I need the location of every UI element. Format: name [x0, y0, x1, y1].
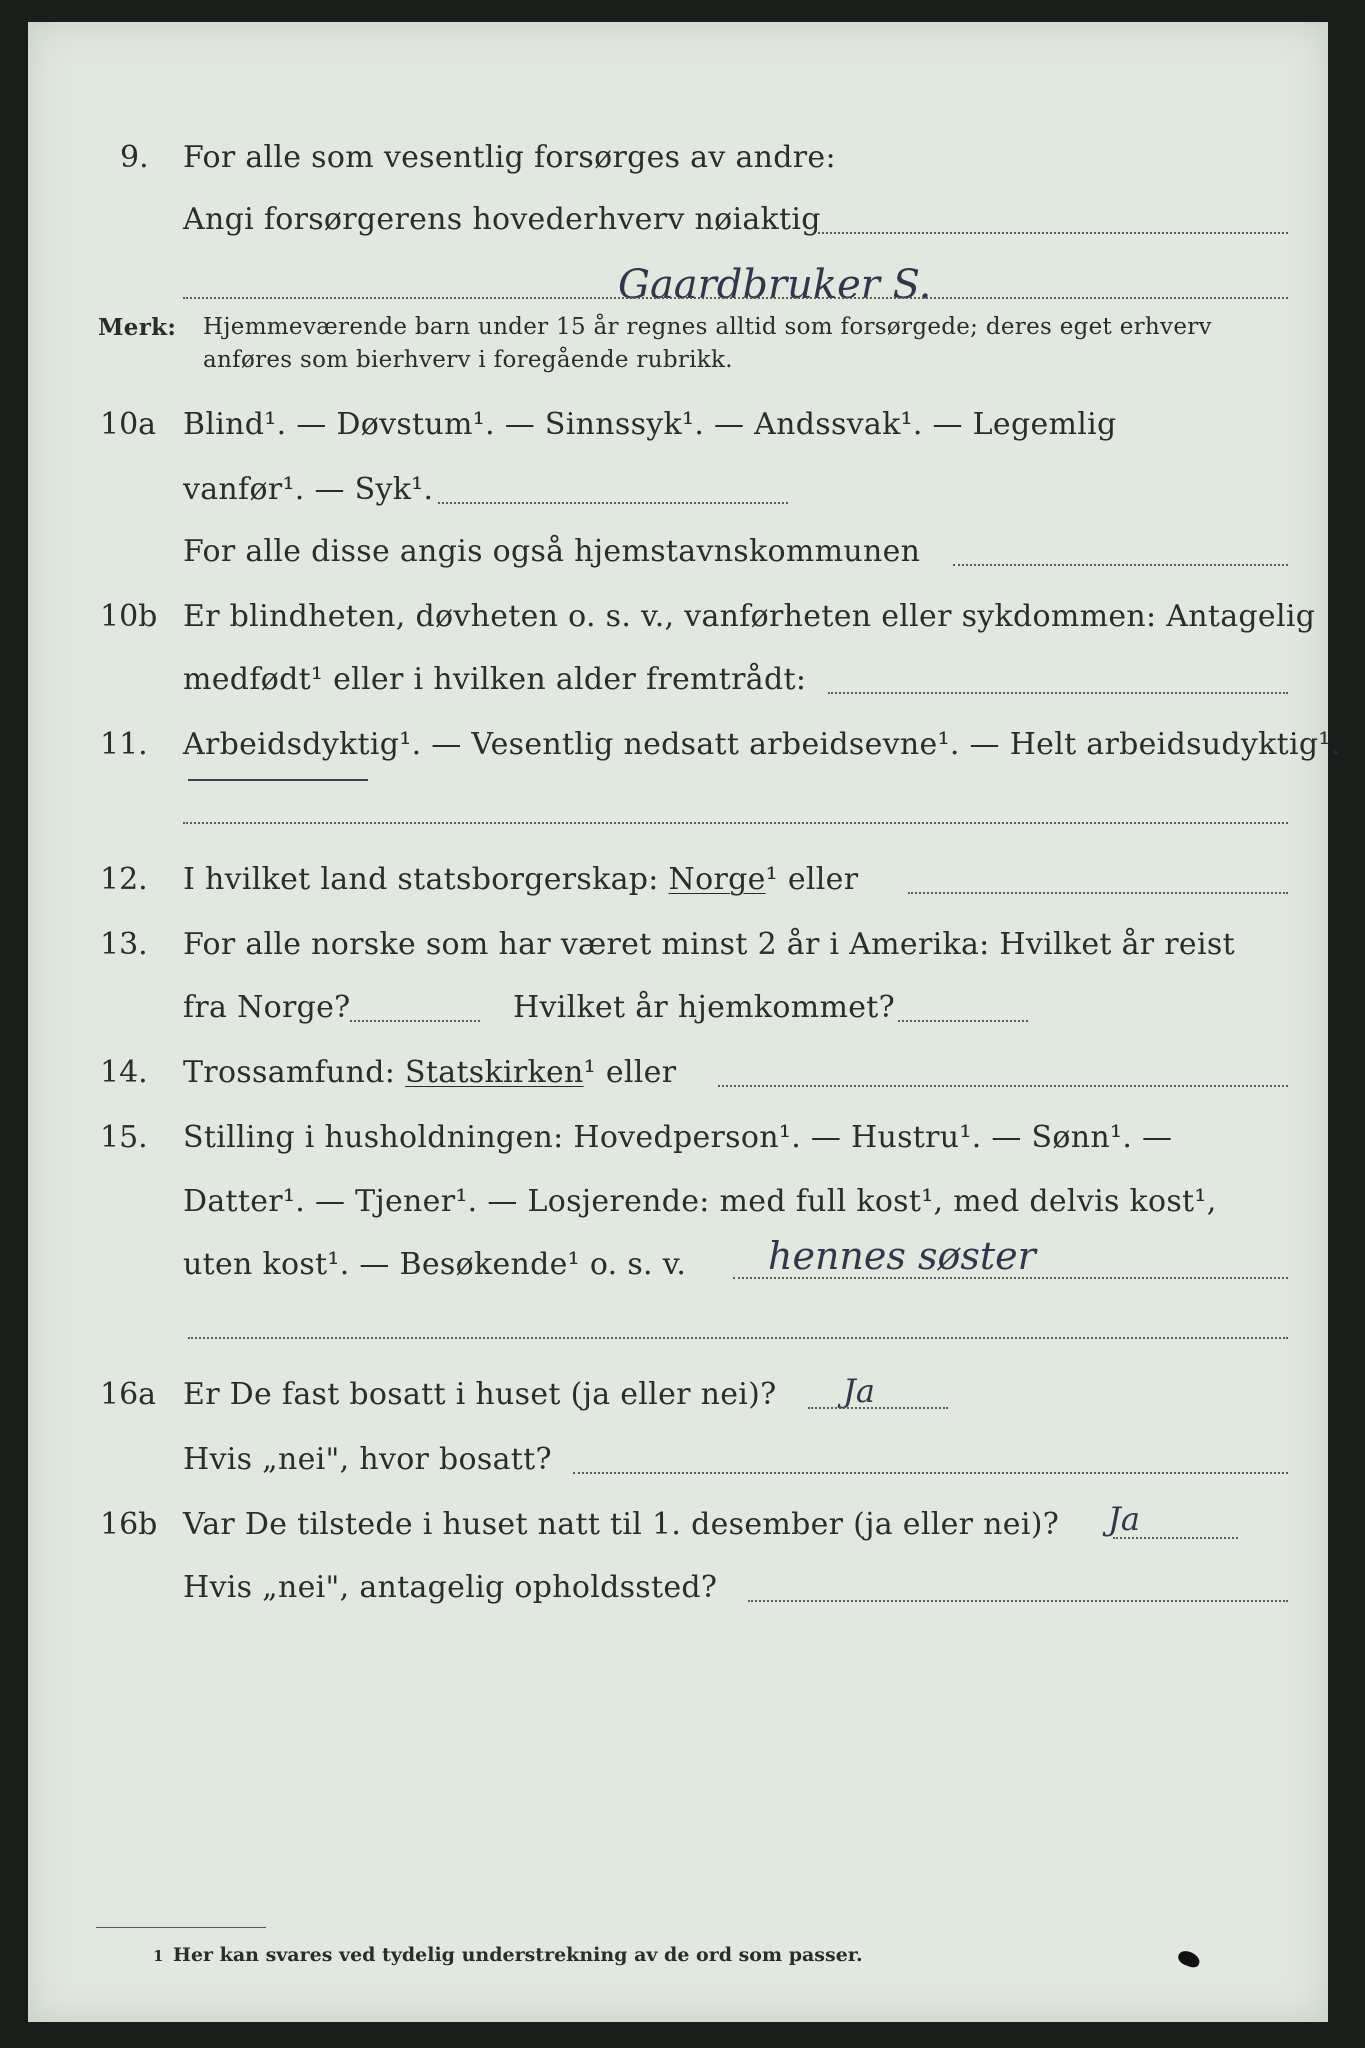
q12-number: 12. [100, 862, 148, 897]
q10a-line2: vanfør¹. — Syk¹. [183, 472, 434, 507]
ink-blot-mark [1176, 1949, 1201, 1970]
q14-rule [718, 1085, 1288, 1087]
q16a-rule-1 [808, 1407, 948, 1409]
q10a-line3: For alle disse angis også hjemstavnskommunen [183, 534, 921, 569]
q16a-number: 16a [100, 1377, 157, 1412]
q10b-rule [828, 692, 1288, 694]
footnote-text: Her kan svares ved tydelig understrekning av de ord som passer. [173, 1944, 863, 1966]
q13-rule-2 [898, 1020, 1028, 1022]
q11-text: Arbeidsdyktig¹. — Vesentlig nedsatt arbeidsevne¹. — Helt arbeidsudyktig¹. [183, 727, 1341, 762]
q9-answer-rule [818, 232, 1288, 234]
q16b-handwritten-answer: Ja [1108, 1500, 1140, 1538]
q10a-rule-1 [438, 502, 788, 504]
q10b-line2: medfødt¹ eller i hvilken alder fremtrådt: [183, 662, 807, 697]
q10a-number: 10a [100, 407, 157, 442]
merk-line2: anføres som bierhverv i foregående rubrikk. [203, 347, 733, 373]
q13-number: 13. [100, 927, 148, 962]
q16a-handwritten-answer: Ja [843, 1372, 875, 1410]
q15-rule-2 [188, 1337, 1288, 1339]
q13-rule-1 [350, 1020, 480, 1022]
footnote-marker: 1 [153, 1947, 164, 1965]
q11-number: 11. [100, 727, 148, 762]
q15-rule [733, 1277, 1288, 1279]
q12-suffix: ¹ eller [765, 862, 859, 897]
q12-selected-country: Norge [668, 862, 766, 897]
q16b-line2: Hvis „nei", antagelig opholdssted? [183, 1570, 718, 1605]
census-form-page [28, 22, 1341, 2022]
merk-line1: Hjemmeværende barn under 15 år regnes alltid som forsørgede; deres eget erhverv [203, 314, 1212, 340]
q14-suffix: ¹ eller [583, 1055, 677, 1090]
q13-line2a: fra Norge? [183, 990, 351, 1025]
q13-line1: For alle norske som har været minst 2 år i Amerika: Hvilket år reist [183, 927, 1235, 962]
footnote-divider [96, 1927, 266, 1928]
q10a-rule-2 [953, 564, 1288, 566]
q15-line1: Stilling i husholdningen: Hovedperson¹. — Hustru¹. — Sønn¹. — [183, 1120, 1173, 1155]
q11-rule [183, 822, 1288, 824]
merk-label: Merk: [98, 314, 177, 341]
q16a-line2: Hvis „nei", hvor bosatt? [183, 1442, 552, 1477]
q12-prefix: I hvilket land statsborgerskap: [183, 862, 659, 897]
q12-line [183, 862, 858, 897]
q15-handwritten-answer: hennes søster [768, 1234, 1036, 1278]
q9-number: 9. [120, 140, 149, 175]
q14-number: 14. [100, 1055, 148, 1090]
q12-rule [908, 892, 1288, 894]
q9-line2: Angi forsørgerens hovederhverv nøiaktig [183, 202, 821, 237]
q15-line3: uten kost¹. — Besøkende¹ o. s. v. [183, 1247, 687, 1282]
q16b-line1: Var De tilstede i huset natt til 1. desember (ja eller nei)? [183, 1507, 1060, 1542]
q11-pen-underline [188, 779, 368, 781]
q10a-line1: Blind¹. — Døvstum¹. — Sinnssyk¹. — Andssvak¹. — Legemlig [183, 407, 1117, 442]
q15-line2: Datter¹. — Tjener¹. — Losjerende: med full kost¹, med delvis kost¹, [183, 1184, 1217, 1219]
q9-line1: For alle som vesentlig forsørges av andre: [183, 140, 836, 175]
q15-number: 15. [100, 1120, 148, 1155]
q16b-number: 16b [100, 1507, 158, 1542]
q14-line [183, 1055, 676, 1090]
q16b-rule-1 [1113, 1537, 1238, 1539]
q9-answer-rule-2 [183, 297, 1288, 299]
q10b-line1: Er blindheten, døvheten o. s. v., vanførheten eller sykdommen: Antagelig [183, 599, 1316, 634]
q10b-number: 10b [100, 599, 158, 634]
q9-handwritten-answer: Gaardbruker S. [618, 262, 932, 308]
q14-prefix: Trossamfund: [183, 1055, 396, 1090]
q14-selected-faith: Statskirken [405, 1055, 584, 1090]
q13-line2b: Hvilket år hjemkommet? [513, 990, 896, 1025]
q16a-line1: Er De fast bosatt i huset (ja eller nei)? [183, 1377, 777, 1412]
q16a-rule-2 [573, 1472, 1288, 1474]
q16b-rule-2 [748, 1600, 1288, 1602]
